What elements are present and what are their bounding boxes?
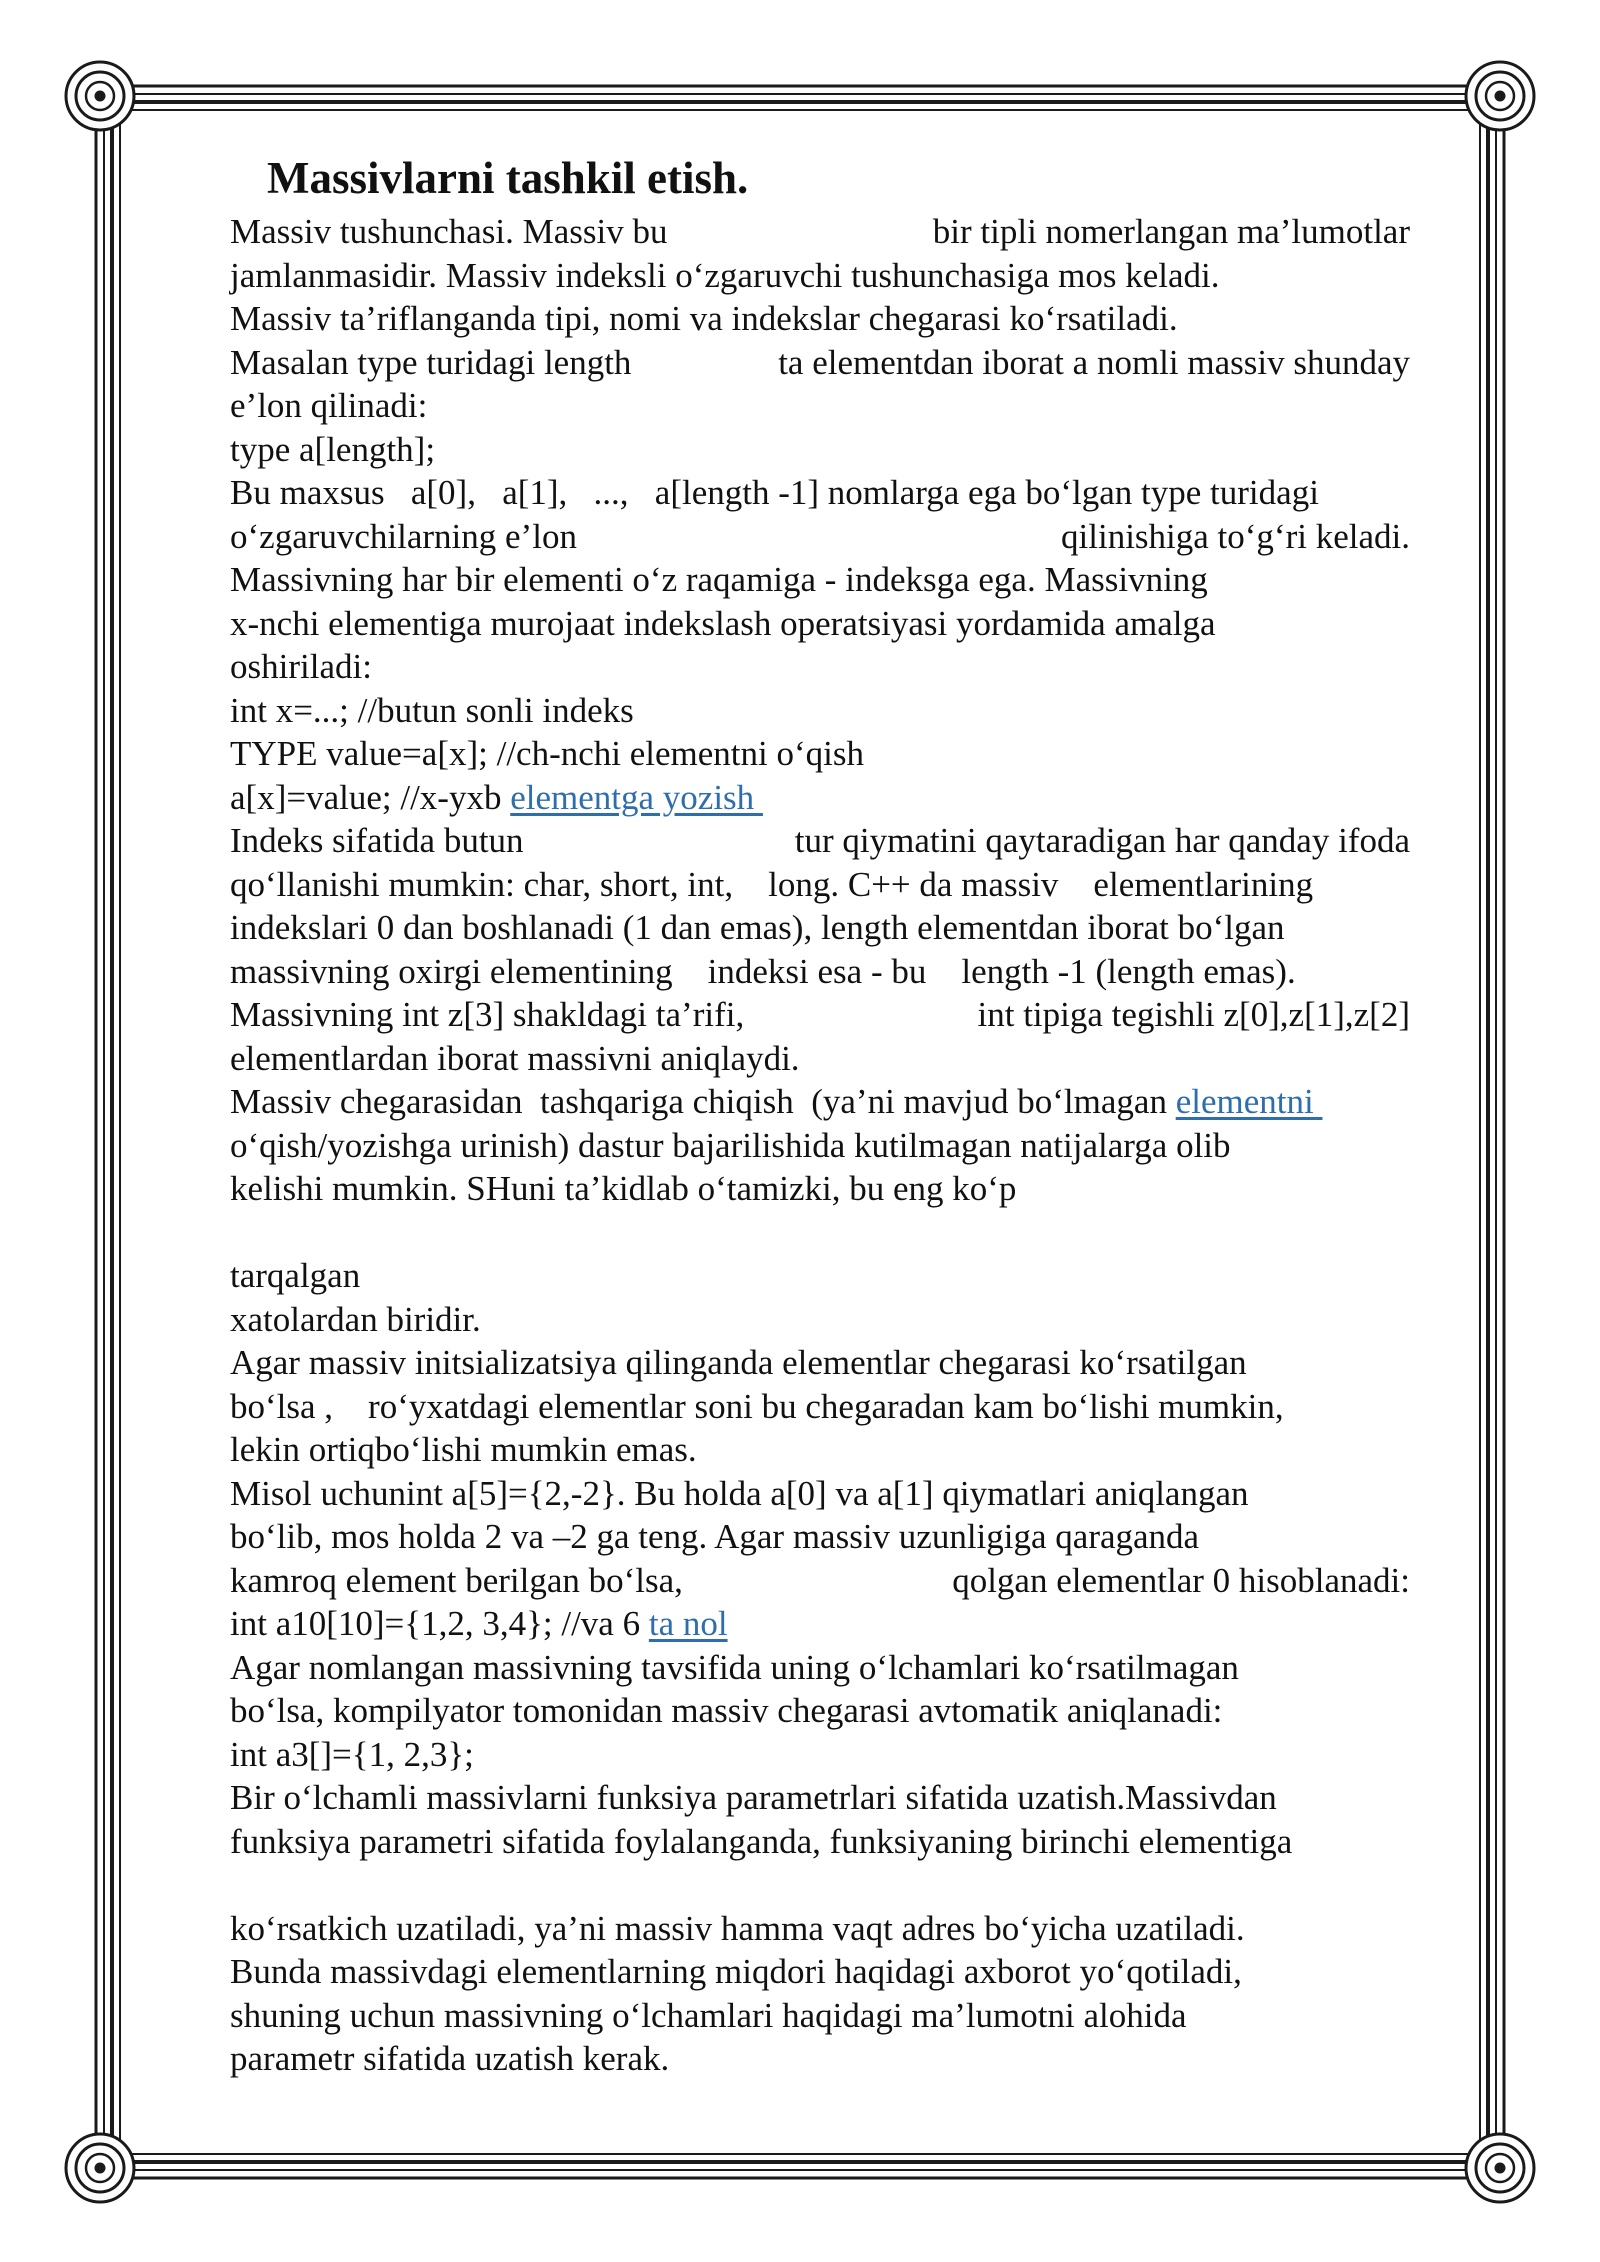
text-segment: bo‘lsa , ro‘yxatdagi elementlar soni bu chegaradan kam bo‘lishi mumkin, [230, 1386, 1284, 1426]
text-line [230, 1169, 1410, 1209]
text-segment: lekin ortiqbo‘lishi mumkin emas. [230, 1430, 697, 1469]
text-line [230, 212, 1410, 252]
text-segment: qolgan elementlar 0 hisoblanadi: [952, 1560, 1410, 1600]
text-line [230, 604, 1410, 644]
text-line [230, 821, 1410, 861]
text-line [230, 430, 1410, 470]
text-segment: Agar nomlangan massivning tavsifida uning o‘lchamlari ko‘rsatilmagan [230, 1647, 1239, 1687]
text-segment: tarqalgan [230, 1256, 361, 1295]
text-line [230, 1256, 1410, 1296]
text-line [230, 343, 1410, 383]
text-line [230, 1300, 1410, 1340]
text-segment: int a3[]={1, 2,3}; [230, 1734, 474, 1774]
text-segment: bo‘lsa, kompilyator tomonidan massiv chegarasi avtomatik aniqlanadi: [230, 1691, 1223, 1730]
text-line [230, 1039, 1410, 1079]
text-line [230, 1996, 1410, 2036]
text-segment: massivning oxirgi elementining indeksi esa - bu length -1 (length emas). [230, 951, 1296, 991]
text-line [230, 560, 1410, 600]
text-segment: Agar massiv initsializatsiya qilinganda elementlar chegarasi ko‘rsatilgan [230, 1343, 1247, 1382]
text-line [230, 778, 1410, 818]
hyperlink[interactable]: elementni [1175, 1082, 1323, 1121]
text-line [230, 1474, 1410, 1514]
text-segment: o‘zgaruvchilarning e’lon [230, 516, 577, 556]
text-line [230, 995, 1410, 1035]
text-segment: Masalan type turidagi length [230, 342, 632, 382]
text-line [230, 1822, 1410, 1862]
text-line [230, 1952, 1410, 1992]
text-segment: qo‘llanishi mumkin: char, short, int, long. C++ da massiv elementlarining [230, 864, 1314, 904]
text-line [230, 1735, 1410, 1775]
text-line [230, 865, 1410, 905]
hyperlink[interactable]: elementga yozish [510, 777, 763, 817]
hyperlink[interactable]: ta nol [648, 1604, 728, 1643]
text-line [230, 1778, 1410, 1818]
text-segment: bir tipli nomerlangan ma’lumotlar [932, 212, 1410, 251]
text-segment: jamlanmasidir. Massiv indeksli o‘zgaruvchi tushunchasiga mos keladi. [230, 255, 1220, 295]
text-segment: Massivning har bir elementi o‘z raqamiga - indeksga ega. Massivning [230, 560, 1208, 599]
text-line [230, 473, 1410, 513]
text-segment: indekslari 0 dan boshlanadi (1 dan emas), length elementdan iborat bo‘lgan [230, 908, 1285, 947]
text-line [230, 908, 1410, 948]
text-segment: funksiya parametri sifatida foylalanganda, funksiyaning birinchi elementiga [230, 1821, 1293, 1861]
text-segment: e’lon qilinadi: [230, 386, 428, 425]
text-segment: ko‘rsatkich uzatiladi, ya’ni massiv hamma vaqt adres bo‘yicha uzatiladi. [230, 1908, 1245, 1948]
text-segment: elementlardan iborat massivni aniqlaydi. [230, 1038, 800, 1078]
text-line [230, 691, 1410, 731]
text-line [230, 1691, 1410, 1731]
text-segment: Massiv chegarasidan tashqariga chiqish (ya’ni mavjud bo‘lmagan [230, 1082, 1176, 1121]
text-segment: shuning uchun massivning o‘lchamlari haqidagi ma’lumotni alohida [230, 1995, 1187, 2035]
text-segment: Bir o‘lchamli massivlarni funksiya parametrlari sifatida uzatish.Massivdan [230, 1778, 1277, 1817]
text-segment: Indeks sifatida butun [230, 821, 524, 860]
text-line [230, 517, 1410, 557]
text-line [230, 952, 1410, 992]
text-segment: kamroq element berilgan bo‘lsa, [230, 1560, 683, 1600]
text-line [230, 1430, 1410, 1470]
text-line [230, 386, 1410, 426]
text-line [230, 2039, 1410, 2079]
text-segment: xatolardan biridir. [230, 1299, 481, 1339]
text-line [230, 1561, 1410, 1601]
text-segment: int tipiga tegishli z[0],z[1],z[2] [977, 995, 1410, 1034]
text-line [230, 647, 1410, 687]
text-line [230, 1126, 1410, 1166]
text-segment: Massiv tushunchasi. Massiv bu [230, 212, 668, 251]
text-segment: x-nchi elementiga murojaat indekslash operatsiyasi yordamida amalga [230, 603, 1216, 643]
text-line [230, 1517, 1410, 1557]
text-segment: ta elementdan iborat a nomli massiv shunday [778, 342, 1410, 382]
text-line [230, 1648, 1410, 1688]
text-segment: type a[length]; [230, 429, 436, 469]
text-segment: oshiriladi: [230, 647, 372, 686]
text-segment: TYPE value=a[x]; //ch-nchi elementni o‘qish [230, 734, 864, 773]
text-line [230, 256, 1410, 296]
text-line [230, 299, 1410, 339]
text-segment: kelishi mumkin. SHuni ta’kidlab o‘tamizki, bu eng ko‘p [230, 1169, 1017, 1208]
text-line [230, 1909, 1410, 1949]
text-segment: Massiv ta’riflanganda tipi, nomi va indekslar chegarasi ko‘rsatiladi. [230, 299, 1178, 338]
text-segment: a[x]=value; //x-yxb [230, 777, 511, 817]
text-line [230, 734, 1410, 774]
text-segment: parametr sifatida uzatish kerak. [230, 2039, 670, 2078]
text-segment: Bunda massivdagi elementlarning miqdori haqidagi axborot yo‘qotiladi, [230, 1952, 1242, 1991]
text-line [230, 1082, 1410, 1122]
text-segment: int x=...; //butun sonli indeks [230, 690, 634, 730]
text-segment: o‘qish/yozishga urinish) dastur bajarilishida kutilmagan natijalarga olib [230, 1125, 1231, 1165]
text-segment: bo‘lib, mos holda 2 va –2 ga teng. Agar massiv uzunligiga qaraganda [230, 1517, 1200, 1556]
text-segment: qilinishiga to‘g‘ri keladi. [1061, 516, 1410, 556]
text-segment: Massivning int z[3] shakldagi ta’rifi, [230, 995, 745, 1034]
text-line [230, 1387, 1410, 1427]
text-segment: Misol uchunint a[5]={2,-2}. Bu holda a[0] va a[1] qiymatlari aniqlangan [230, 1473, 1249, 1513]
document-title: Massivlarni tashkil etish. [267, 153, 749, 203]
text-line [230, 1604, 1410, 1644]
text-line [230, 1343, 1410, 1383]
text-segment: tur qiymatini qaytaradigan har qanday ifoda [794, 821, 1410, 860]
text-segment: int a10[10]={1,2, 3,4}; //va 6 [230, 1604, 649, 1643]
text-segment: Bu maxsus a[0], a[1], ..., a[length -1] nomlarga ega bo‘lgan type turidagi [230, 473, 1319, 512]
